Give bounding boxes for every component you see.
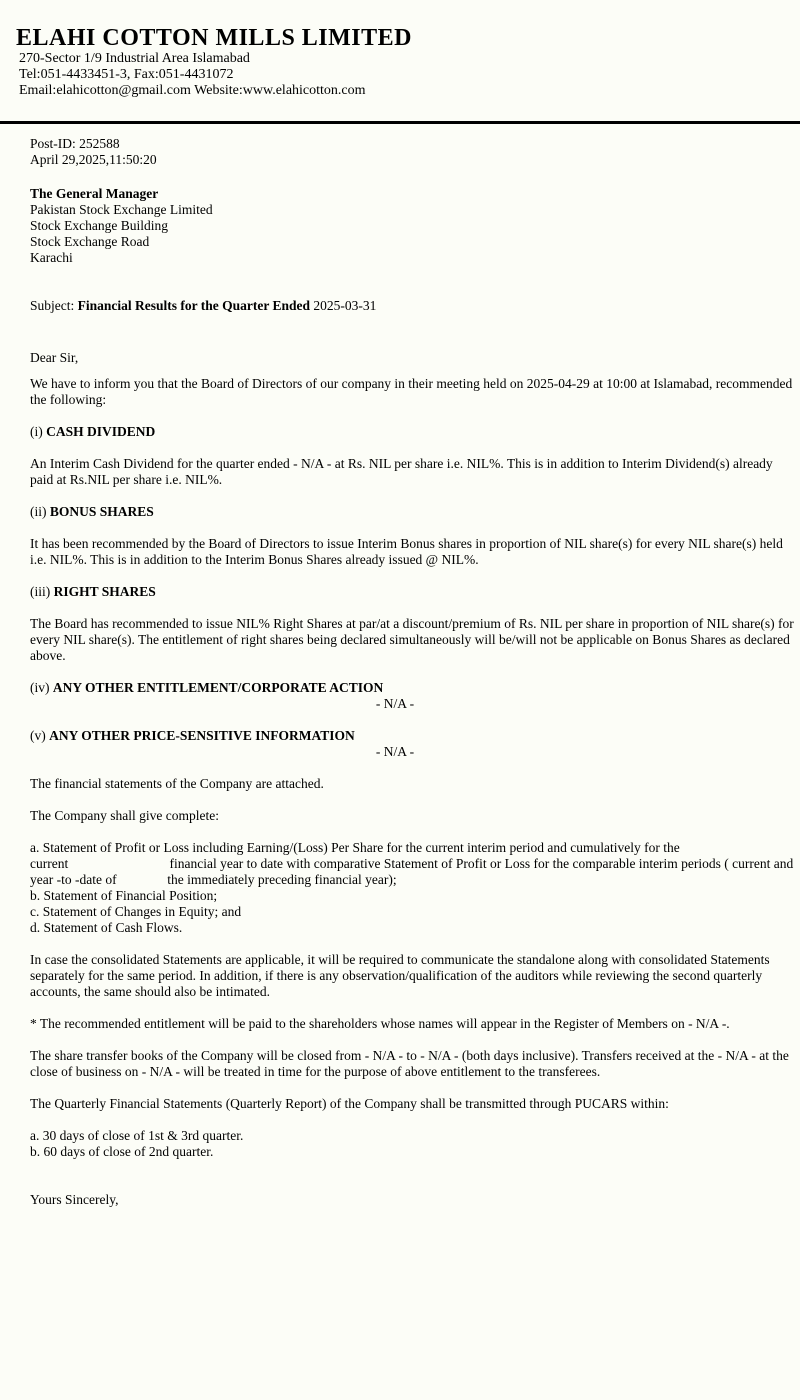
section-heading-cash-dividend <box>30 424 797 440</box>
subject-line <box>30 298 797 314</box>
section-title: BONUS SHARES <box>49 504 154 519</box>
recipient-line: Karachi <box>30 250 73 265</box>
right-shares-paragraph: The Board has recommended to issue NIL% Right Shares at par/at a discount/premium of Rs. NIL per share in proportion of NIL share(s) for every NIL share(s). The entitlement of right shares being declared simultaneously will be/will not be applicable on Bonus Shares as declared above. <box>30 616 794 663</box>
recipient-line: Stock Exchange Road <box>30 234 150 249</box>
closing-salutation: Yours Sincerely, <box>30 1192 119 1207</box>
section-number: (iv) <box>30 680 50 695</box>
recipient-line: Stock Exchange Building <box>30 218 168 233</box>
cash-dividend-paragraph: An Interim Cash Dividend for the quarter ended - N/A - at Rs. NIL per share i.e. NIL%. This is in addition to Interim Dividend(s) already paid at Rs.NIL per share i.e. NIL%. <box>30 456 773 487</box>
intro-paragraph: We have to inform you that the Board of Directors of our company in their meeting held on 2025-04-29 at 10:00 at Islamabad, recommended the following: <box>30 376 793 407</box>
complete-items-list <box>30 840 797 936</box>
section-number: (v) <box>30 728 46 743</box>
subject-title: Financial Results for the Quarter Ended <box>77 298 311 313</box>
list-item: b. 60 days of close of 2nd quarter. <box>30 1144 214 1159</box>
price-sensitive-value: - N/A - <box>375 744 415 759</box>
post-meta <box>30 136 797 168</box>
section-heading-other-entitlement <box>30 680 797 696</box>
section-heading-price-sensitive <box>30 728 797 744</box>
list-item: a. 30 days of close of 1st & 3rd quarter. <box>30 1128 244 1143</box>
post-id: Post-ID: 252588 <box>30 136 120 151</box>
other-entitlement-value: - N/A - <box>375 696 415 711</box>
list-item: b. Statement of Financial Position; <box>30 888 218 903</box>
subject-label: Subject: <box>30 298 75 313</box>
section-title: RIGHT SHARES <box>53 584 156 599</box>
pucars-paragraph: The Quarterly Financial Statements (Quarterly Report) of the Company shall be transmitted through PUCARS within: <box>30 1096 669 1111</box>
subject-date: 2025-03-31 <box>313 298 377 313</box>
company-address: 270-Sector 1/9 Industrial Area Islamabad <box>19 51 250 66</box>
list-item: a. Statement of Profit or Loss including Earning/(Loss) Per Share for the current interim period and cumulatively for the current financial year to date with comparative Statement of Profit or Loss for the comparable interim periods ( current and year -to -date of the immediately preceding financial year); <box>30 840 794 887</box>
company-email-website: Email:elahicotton@gmail.com Website:www.elahicotton.com <box>19 83 366 98</box>
give-complete-paragraph: The Company shall give complete: <box>30 808 219 823</box>
section-heading-right-shares <box>30 584 797 600</box>
section-title: ANY OTHER PRICE-SENSITIVE INFORMATION <box>49 728 355 743</box>
list-item: d. Statement of Cash Flows. <box>30 920 183 935</box>
section-number: (ii) <box>30 504 47 519</box>
pucars-items-list <box>30 1128 797 1160</box>
list-item: c. Statement of Changes in Equity; and <box>30 904 242 919</box>
entitlement-note-paragraph: * The recommended entitlement will be paid to the shareholders whose names will appear in the Register of Members on - N/A -. <box>30 1016 730 1031</box>
section-title: ANY OTHER ENTITLEMENT/CORPORATE ACTION <box>52 680 384 695</box>
salutation: Dear Sir, <box>30 350 79 365</box>
company-name: ELAHI COTTON MILLS LIMITED <box>16 25 412 51</box>
section-heading-bonus-shares <box>30 504 797 520</box>
recipient-title: The General Manager <box>30 186 159 201</box>
post-datetime: April 29,2025,11:50:20 <box>30 152 157 167</box>
recipient-line: Pakistan Stock Exchange Limited <box>30 202 213 217</box>
book-closure-paragraph: The share transfer books of the Company will be closed from - N/A - to - N/A - (both days inclusive). Transfers received at the - N/A - at the close of business on - N/A - will be treated in time for the purpose of above entitlement to the transferees. <box>30 1048 789 1079</box>
company-phone-fax: Tel:051-4433451-3, Fax:051-4431072 <box>19 67 234 82</box>
section-title: CASH DIVIDEND <box>46 424 156 439</box>
recipient-address <box>30 186 797 266</box>
bonus-shares-paragraph: It has been recommended by the Board of Directors to issue Interim Bonus shares in proportion of NIL share(s) for every NIL share(s) held i.e. NIL%. This is in addition to the Interim Bonus Shares already issued @ NIL%. <box>30 536 783 567</box>
letter-body <box>0 124 800 1208</box>
consolidated-paragraph: In case the consolidated Statements are applicable, it will be required to communicate the standalone along with consolidated Statements separately for the same period. In addition, if there is any observation/qualification of the auditors while reviewing the second quarterly accounts, the same should also be intimated. <box>30 952 770 999</box>
section-number: (i) <box>30 424 43 439</box>
letterhead <box>0 0 800 99</box>
section-number: (iii) <box>30 584 51 599</box>
statements-attached-paragraph: The financial statements of the Company are attached. <box>30 776 324 791</box>
